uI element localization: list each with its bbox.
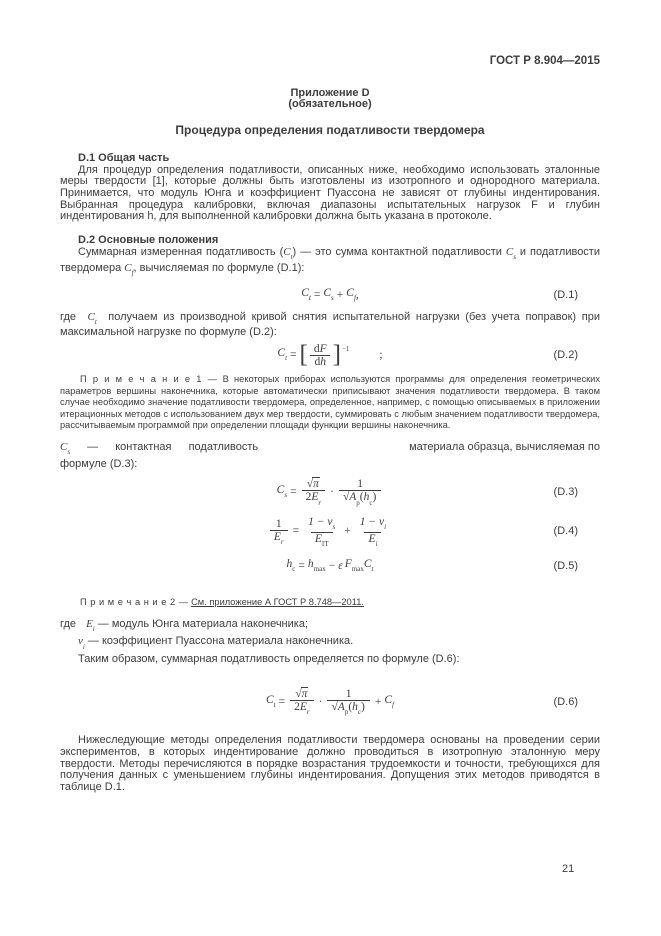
var-nui <box>78 635 85 651</box>
page-number: 21 <box>562 863 575 875</box>
where-ct-paragraph <box>60 312 600 340</box>
formula-d5-label: (D.5) <box>553 560 578 573</box>
fraction-nus-EIT <box>304 516 339 550</box>
formula-d4-label: (D.4) <box>553 525 578 538</box>
var-Cf <box>384 695 394 711</box>
appendix-name: Приложение D <box>290 86 370 99</box>
var-sub: s <box>513 252 516 261</box>
radical-sign: √ <box>306 478 314 491</box>
where-ct-text: получаем из производной кривой снятия испытательной нагрузки (без учета поправок) при максимальной нагрузке по формуле (D.2): <box>60 310 600 339</box>
section-d1-paragraph: Для процедур определения податливости, описанных ниже, необходимо использовать эталонные меры твердости [1], которые должны быть изготовлены из изотропного и однородного материала. Принимается, что модуль Юнга и коэффициент Пуассона не зависят от глубины индентирования. Выбранная процедура калибровки, включая диапазоны испытательных нагрузок F и глубин индентирования h, для выполненной калибровки должна быть указана в протоколе. <box>60 163 600 223</box>
where-word: где <box>60 310 77 323</box>
section-d2-heading: D.2 Основные положения <box>78 234 219 247</box>
formula-d2: $C_t$ = [ $\frac{dF}{dh}$ ] $^{-1}$ ; <box>277 340 383 369</box>
coefficient-2: 2 <box>305 491 312 504</box>
formula-d2-label: (D.2) <box>553 348 578 361</box>
var-base: h <box>286 558 293 571</box>
one-minus-nu: 1 − ν <box>308 515 333 528</box>
equals-sign: = <box>313 288 321 301</box>
denominator <box>310 355 330 368</box>
note-2-label: П р и м е ч а н и е 2 — <box>80 597 189 608</box>
var-Ct <box>87 310 97 326</box>
closing-paragraph: Нижеследующие методы определения податливости твердомера основаны на проведении серии экспериментов, в которых индентирование должно проводиться в изотропную эталонную меру твердости. Методы перечисляются в порядке возрастания трудоемкости и точности, требующихся для получения данных с уменьшением глубины индентирования. Допущения этих методов приводятся в таблице D.1. <box>60 734 600 794</box>
denominator <box>327 700 369 717</box>
var-hc <box>287 559 296 575</box>
var-sub: p <box>344 708 349 717</box>
where-word: где <box>60 617 77 630</box>
dash: — <box>87 440 99 453</box>
d2-intro-paragraph <box>60 247 600 279</box>
differential-d: d <box>314 356 321 369</box>
intro-text-4: , вычисляемая по формуле (D.1): <box>133 261 305 274</box>
var-sub: r <box>280 537 284 546</box>
exponent-minus-one: −1 <box>341 344 350 353</box>
equals-sign: = <box>290 348 297 361</box>
formula-d3 <box>277 478 384 507</box>
appendix-status: (обязательное) <box>288 98 372 111</box>
formula-d3-row <box>60 478 600 507</box>
var-base: C <box>346 286 354 299</box>
var-base: h <box>307 558 314 571</box>
var-F: F <box>319 343 327 356</box>
var-Cs <box>323 288 333 304</box>
definition-Ei: — модуль Юнга материала наконечника; <box>94 617 309 630</box>
paren-open: ( <box>359 491 364 504</box>
note-2 <box>60 597 600 609</box>
formula-d3-label: (D.3) <box>553 485 578 498</box>
var-Cs <box>277 485 287 501</box>
comma: , <box>355 288 359 301</box>
formula-d1 <box>301 288 359 304</box>
var-Cf <box>124 261 134 277</box>
coefficient-2: 2 <box>294 701 300 714</box>
var-h: h <box>352 701 358 714</box>
var-sub: r <box>318 498 322 507</box>
cs-definition-right: материала образца, вычисляемая по <box>409 440 600 453</box>
var-sub: c <box>292 565 296 574</box>
var-base: ν <box>78 635 83 648</box>
formula-d6-label: (D.6) <box>553 695 578 708</box>
cs-word-2: податливость <box>188 440 259 453</box>
var-base: C <box>266 693 274 706</box>
plus-sign: + <box>336 288 344 301</box>
radicand <box>348 490 377 507</box>
denominator <box>339 490 381 507</box>
paren-open: ( <box>348 701 353 714</box>
var-sub: max <box>313 565 326 574</box>
radical-sign: √ <box>295 688 302 701</box>
var-base: C <box>283 245 291 258</box>
var-sub: p <box>356 498 360 507</box>
var-base: C <box>505 245 514 258</box>
numerator: 1 <box>275 517 282 530</box>
one-minus-nu: 1 − ν <box>359 515 385 528</box>
var-sub: i <box>384 522 387 531</box>
var-base: C <box>60 440 68 453</box>
numerator <box>356 516 390 532</box>
numerator <box>304 516 339 532</box>
var-E: E <box>368 532 376 545</box>
denominator <box>364 532 381 549</box>
var-sub: f <box>392 701 394 710</box>
definition-nui: — коэффициент Пуассона материала наконечника. <box>84 635 354 648</box>
var-sub: max <box>351 565 364 574</box>
var-base: C <box>276 483 285 496</box>
page-title: Процедура определения податливости твердомера <box>175 123 485 138</box>
var-sub: t <box>290 252 293 261</box>
var-Cs <box>505 245 516 261</box>
var-Ei <box>86 617 95 633</box>
var-pi: π <box>313 478 319 491</box>
fraction-1-sqrtAp <box>327 688 369 717</box>
var-A: A <box>349 491 357 504</box>
var-sub: f <box>353 293 356 302</box>
formula-d4 <box>268 516 392 550</box>
formula-d5 <box>287 559 374 575</box>
fraction-sqrtpi-2Er <box>302 478 326 507</box>
fraction-nui-Ei <box>356 516 390 550</box>
var-E: E <box>299 701 307 714</box>
doc-code: ГОСТ Р 8.904—2015 <box>489 55 600 67</box>
var-sub: s <box>67 447 71 456</box>
numerator: 1 <box>345 688 352 701</box>
radical-sign: √ <box>331 701 338 714</box>
paren-close: ) <box>361 701 365 714</box>
cs-definition-line <box>60 442 600 458</box>
var-sub: s <box>331 293 334 302</box>
intro-text-3: и податливости твердомера <box>60 245 600 274</box>
equals-sign: = <box>290 486 297 498</box>
var-sub: t <box>308 293 311 302</box>
note-1-body: В некоторых приборах используются программы для определения геометрических параметров вершины наконечника, которые автоматически приписывают значения податливости твердомера. В таком случае необходимо значение податливости твердомера, определенное, например, с помощью описываемых в приложении итерационных методов с использованием двух мер твердости, суммировать с любым значением податливости твердомера, рассчитываемым программой при определении площади функции вершины наконечника. <box>60 374 601 431</box>
intro-text-1: Суммарная измеренная податливость ( <box>78 245 284 258</box>
note-1-label: П р и м е ч а н и е 1 — <box>80 374 218 385</box>
multiplication-dot: · <box>318 695 323 708</box>
var-h: h <box>363 491 370 504</box>
var-sub: t <box>285 353 288 362</box>
fraction-sqrtpi-2Er <box>290 688 314 717</box>
paren-close: ) <box>372 491 377 504</box>
reference-link[interactable]: См. приложение А ГОСТ Р 8.748—2011. <box>191 597 364 608</box>
formula-d4-row <box>60 516 600 550</box>
var-Fmax <box>345 559 364 575</box>
var-sub: t <box>371 565 374 574</box>
var-hmax <box>308 559 326 575</box>
where-list-line-1 <box>60 619 600 635</box>
plus-sign: + <box>374 695 382 708</box>
var-sub: t <box>94 317 97 326</box>
var-sub: f <box>131 268 134 277</box>
fraction-1-Er <box>270 518 288 547</box>
var-base: C <box>124 261 132 274</box>
denominator <box>302 490 326 507</box>
var-A: A <box>337 701 345 714</box>
var-sub: s <box>332 522 336 531</box>
denominator <box>311 532 333 549</box>
var-sub: c <box>369 498 373 507</box>
var-base: E <box>86 617 93 630</box>
differential-d: d <box>313 343 320 356</box>
cs-definition-line-2: формуле (D.3): <box>60 457 138 470</box>
fraction-dF-dh <box>310 343 331 368</box>
numerator <box>291 688 312 700</box>
var-sub: t <box>273 701 276 710</box>
radical-sign: √ <box>342 491 350 504</box>
var-base: C <box>384 693 393 706</box>
var-Ct <box>277 348 287 364</box>
var-E: E <box>273 530 281 543</box>
var-base: C <box>323 286 332 299</box>
var-epsilon: ε <box>338 560 343 573</box>
formula-d1-row <box>60 288 600 304</box>
formula-d5-row <box>60 559 600 575</box>
semicolon: ; <box>379 348 383 361</box>
formula-d6 <box>266 688 394 717</box>
denominator <box>290 700 314 717</box>
var-base: C <box>87 310 95 323</box>
numerator <box>303 478 324 490</box>
var-sub: r <box>306 708 310 717</box>
var-E: E <box>314 532 322 545</box>
intro-text-2: ) — это сумма контактной податливости <box>292 245 506 258</box>
section-d1-heading: D.1 Общая часть <box>78 151 170 164</box>
equals-sign: = <box>278 695 286 708</box>
formula-d2-row <box>60 340 600 369</box>
var-Ct <box>364 559 374 575</box>
var-h: h <box>320 356 326 369</box>
equals-sign: = <box>292 525 300 538</box>
var-sub: s <box>284 491 288 500</box>
equals-sign: = <box>298 560 305 573</box>
where-list-line-2 <box>78 636 600 652</box>
plus-sign: + <box>344 525 351 538</box>
numerator: 1 <box>357 478 363 491</box>
var-Ct <box>266 695 276 711</box>
numerator <box>310 343 331 355</box>
var-sub: i <box>92 624 95 633</box>
var-sub: c <box>357 708 362 717</box>
var-base: C <box>363 558 372 571</box>
var-base: C <box>277 346 286 359</box>
formula-d1-label: (D.1) <box>553 288 578 301</box>
var-base: F <box>344 558 352 571</box>
formula-d6-row <box>60 688 600 717</box>
cs-definition-left <box>60 442 272 458</box>
thus-line: Таким образом, суммарная податливость определяется по формуле (D.6): <box>78 653 460 666</box>
minus-sign: − <box>328 560 336 573</box>
var-sub: IT <box>321 540 329 549</box>
var-pi: π <box>301 688 308 701</box>
fraction-1-sqrtAp <box>339 478 381 507</box>
denominator <box>270 530 288 547</box>
multiplication-dot: · <box>330 486 334 498</box>
var-base: C <box>301 286 309 299</box>
var-sub: i <box>375 540 378 549</box>
var-Ct <box>301 288 311 304</box>
radicand <box>337 700 366 717</box>
var-Ct <box>283 245 293 261</box>
var-sub: i <box>82 642 85 651</box>
cs-word-1: контактная <box>115 440 172 453</box>
var-Cf <box>346 288 356 304</box>
var-E: E <box>311 491 319 504</box>
note-1 <box>60 374 600 432</box>
var-Cs <box>60 440 71 456</box>
